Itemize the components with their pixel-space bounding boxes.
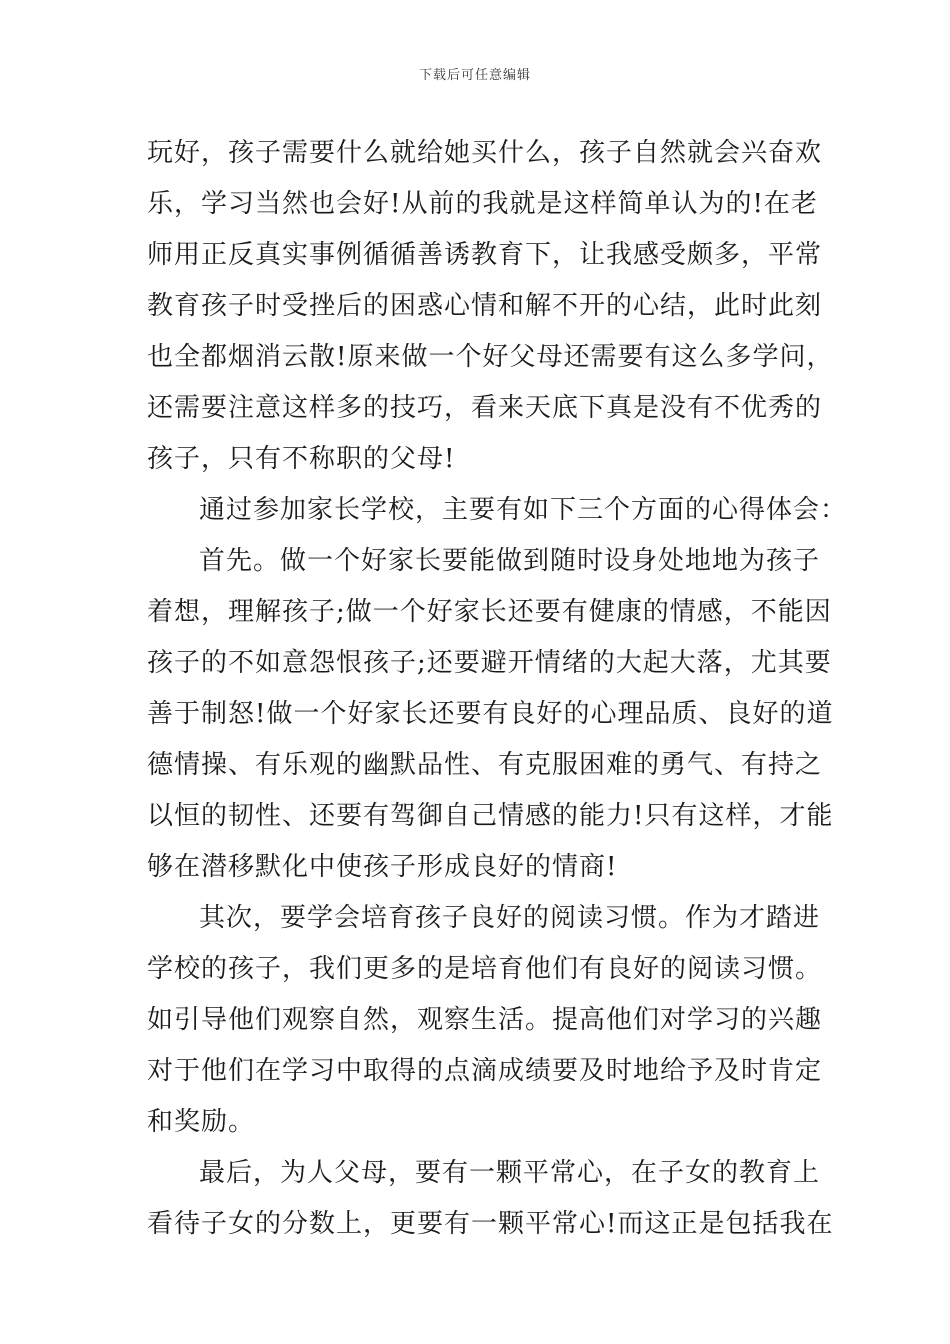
text-line: 学校的孩子，我们更多的是培育他们有良好的阅读习惯。 xyxy=(147,954,823,984)
text-line: 教育孩子时受挫后的困惑心情和解不开的心结，此时此刻 xyxy=(147,291,823,321)
text-line: 孩子的不如意怨恨孩子;还要避开情绪的大起大落，尤其要 xyxy=(147,648,832,678)
text-line: 孩子，只有不称职的父母! xyxy=(147,444,456,474)
text-line: 乐，学习当然也会好!从前的我就是这样简单认为的!在老 xyxy=(147,189,818,219)
page-header: 下载后可任意编辑 xyxy=(418,68,531,83)
text-line: 以恒的韧性、还要有驾御自己情感的能力!只有这样，才能 xyxy=(147,801,834,831)
text-line: 看待子女的分数上，更要有一颗平常心!而这正是包括我在 xyxy=(147,1209,834,1239)
text-line: 师用正反真实事例循循善诱教育下，让我感受颇多，平常 xyxy=(147,240,823,270)
paragraph-start-line: 通过参加家长学校，主要有如下三个方面的心得体会： xyxy=(199,495,848,525)
paragraph-start-line: 其次，要学会培育孩子良好的阅读习惯。作为才踏进 xyxy=(199,903,821,933)
text-line: 也全都烟消云散!原来做一个好父母还需要有这么多学问， xyxy=(147,342,834,372)
text-line: 如引导他们观察自然，观察生活。提高他们对学习的兴趣 xyxy=(147,1005,823,1035)
text-line: 善于制怒!做一个好家长还要有良好的心理品质、良好的道 xyxy=(147,699,834,729)
text-line: 德情操、有乐观的幽默品性、有克服困难的勇气、有持之 xyxy=(147,750,823,780)
text-line: 对于他们在学习中取得的点滴成绩要及时地给予及时肯定 xyxy=(147,1056,823,1086)
text-line: 着想，理解孩子;做一个好家长还要有健康的情感，不能因 xyxy=(147,597,832,627)
text-line: 还需要注意这样多的技巧，看来天底下真是没有不优秀的 xyxy=(147,393,823,423)
text-line: 玩好，孩子需要什么就给她买什么，孩子自然就会兴奋欢 xyxy=(147,138,823,168)
paragraph-start-line: 首先。做一个好家长要能做到随时设身处地地为孩子 xyxy=(199,546,821,576)
document-body xyxy=(147,128,848,1250)
text-line: 和奖励。 xyxy=(147,1107,256,1137)
text-line: 够在潜移默化中使孩子形成良好的情商! xyxy=(147,852,618,882)
paragraph-start-line: 最后，为人父母，要有一颗平常心，在子女的教育上 xyxy=(199,1158,821,1188)
